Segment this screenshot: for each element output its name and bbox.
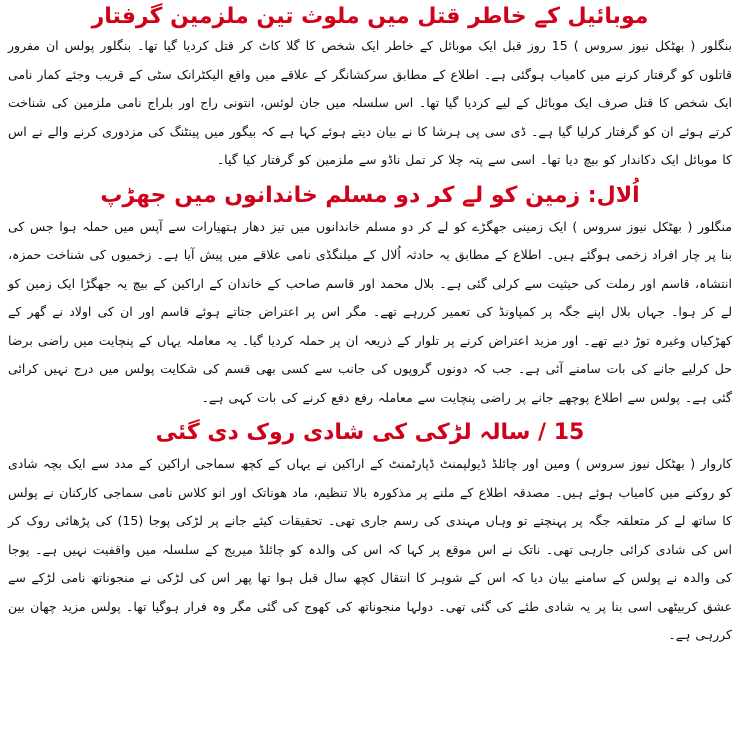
body-child-marriage: کاروار ( بھٹکل نیوز سروس ) ومین اور چائلڈ ڈیولپمنٹ ڈپارٹمنٹ کے اراکین نے یہاں کے کچھ سماجی اراکین کے مدد سے ایک بچہ شادی کو روکنے میں کامیاب ہوئے ہیں۔ مصدقہ اطلاع کے ملنے پر مذکورہ بالا تنظیم، ماد ھوناتک اور انو کلاس نامی سماجی کارکنان نے پولس کا ساتھ لے کر متعلقہ جگہ پر پہنچتے تو وہاں مہندی کی رسم جاری تھی۔ تحقیقات کیئے جانے پر لڑکی پوجا (15) کی پڑھائی روک کر اس کی شادی کرائی جارہی تھی۔ ناتک نے اس موقع پر کہا کہ اس کی والدہ کو چائلڈ میریج کے سلسلہ میں واقفیت نہیں ہے۔ پوجا کی والدہ نے پولس کے سامنے بیان دیا کہ اس کے شوہر کا انتقال کچھ سال قبل ہوا تھا پھر اس کی لڑکی نے منجوناتھ نامی لڑکے سے عشق کربیٹھی اسی بنا پر یہ شادی طئے کی گئی تھی۔ دولہا منجوناتھ کی کھوج کی گئی مگر وہ فرار ہوگیا تھا۔ پولس مزید چھان بین کررہی ہے۔	[8, 456, 732, 642]
article-mobile-murder	[8, 2, 732, 175]
body-mobile-murder: بنگلور ( بھٹکل نیوز سروس ) 15 روز قبل ایک موبائل کے خاطر ایک شخص کا گلا کاٹ کر قتل کردیا گیا تھا۔ بنگلور پولس ان مفرور قاتلوں کو گرفتار کرنے میں کامیاب ہوگئی ہے۔ اطلاع کے مطابق سرکشانگر کے علاقے میں واقع الیکٹرانک سٹی کے قریب وجئے کمار نامی ایک شخص کا قتل صرف ایک موبائل کے لیے کردیا گیا تھا۔ اس سلسلہ میں جان لوئس، انتونی راج اور بلراج نامی ملزمین کی شناخت کرتے ہوئے ان کو گرفتار کرلیا گیا ہے۔ ڈی سی پی ہرشا کا نے بیان دیتے ہوئے کہا ہے کہ بیگور میں پینٹنگ کی مزدوری کرنے والے نے اس کا موبائل ایک دکاندار کو بیچ دیا تھا۔ اسی سے پتہ چلا کر تمل ناڈو سے ملزمین کو گرفتار کیا گیا۔	[8, 38, 732, 167]
headline-child-marriage: 15 / سالہ لڑکی کی شادی روک دی گئی	[155, 420, 585, 445]
article-ullal-clash	[8, 179, 732, 413]
body-ullal-clash: منگلور ( بھٹکل نیوز سروس ) ایک زمینی جھگڑے کو لے کر دو مسلم خاندانوں میں تیز دھار ہتھیارات سے آپس میں حملہ ہوا جس کی بنا پر چار افراد زخمی ہوگئے ہیں۔ اطلاع کے مطابق یہ حادثہ اُلال کے میلنگڈی نامی علاقے میں پیش آیا ہے۔ زخمیوں کی شناخت حمزہ، انتشاہ، قاسم اور رملت کی حیثیت سے کرلی گئی ہے۔ بلال محمد اور قاسم صاحب کے خاندان کے اراکین کے بیچ یہ جھگڑا ایک زمین کو لے کر ہوا۔ جہاں بلال اپنے جگہ پر کمپاونڈ کی تعمیر کررہے تھے۔ مگر اس پر اعتراض جتاتے ہوئے قاسم اور ان کی اولاد نے گھر کے کھڑکیاں وغیرہ توڑ دیے تھے۔ اور مزید اعتراض کرنے پر تلوار کے ذریعہ ان پر حملہ کردیا گیا۔ یہ معاملہ یہاں کے پنچایت میں راضی برضا حل کرلیے جانے کی بات سامنے آئی ہے۔ جب کہ دونوں گروپوں کی جانب سے کسی بھی قسم کی شکایت پولس میں درج نہیں کرائی گئی ہے۔ پولس سے اطلاع پوچھے جانے پر راضی پنچایت سے معاملہ رفع دفع کرنے کی بات کہی ہے۔	[8, 218, 732, 405]
article-child-marriage	[8, 416, 732, 650]
headline-mobile-murder: موبائیل کے خاطر قتل میں ملوث تین ملزمین گرفتار	[91, 4, 649, 29]
headline-ullal-clash: اُلال: زمین کو لے کر دو مسلم خاندانوں میں جھڑپ	[100, 182, 640, 208]
